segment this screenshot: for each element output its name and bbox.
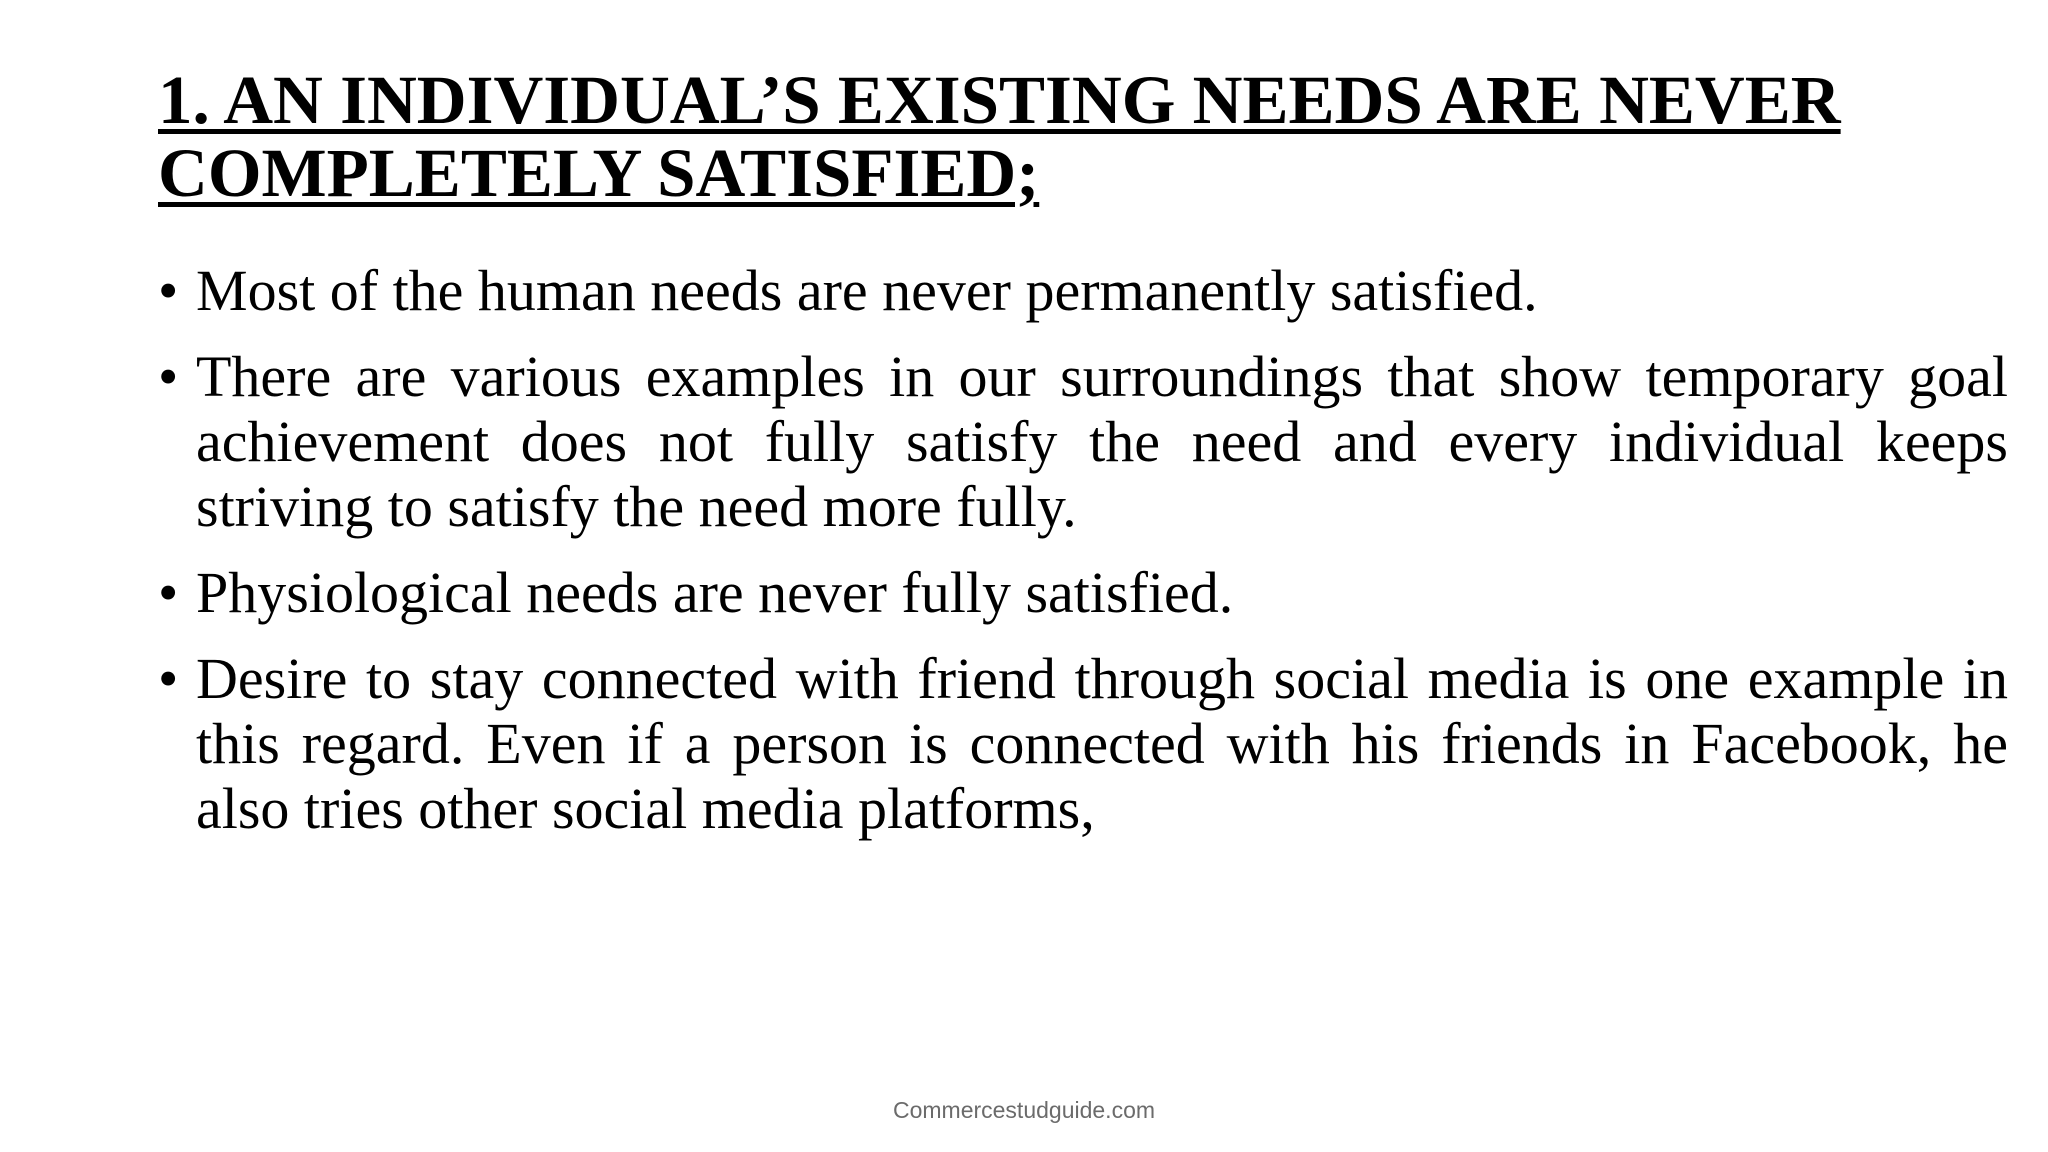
bullet-list: [158, 258, 2008, 862]
bullet-dot-icon: •: [158, 646, 179, 711]
bullet-text: Desire to stay connected with friend through social media is one example in this regard. Even if a person is connected with his friends in Facebook, he also tries other social media platforms,: [196, 646, 2008, 841]
bullet-dot-icon: •: [158, 258, 179, 323]
bullet-item: [158, 560, 2008, 625]
bullet-text: Most of the human needs are never permanently satisfied.: [196, 258, 1538, 323]
bullet-text: Physiological needs are never fully satisfied.: [196, 560, 1234, 625]
bullet-item: [158, 646, 2008, 841]
footer-watermark: Commercestudguide.com: [892, 1097, 1156, 1123]
slide-title: 1. AN INDIVIDUAL’S EXISTING NEEDS ARE NEVER COMPLETELY SATISFIED;: [158, 62, 1841, 211]
bullet-dot-icon: •: [158, 560, 179, 625]
bullet-dot-icon: •: [158, 344, 179, 409]
bullet-text: There are various examples in our surroundings that show temporary goal achievement does not fully satisfy the need and every individual keeps striving to satisfy the need more fully.: [196, 344, 2008, 539]
bullet-item: [158, 344, 2008, 539]
bullet-item: [158, 258, 2008, 323]
